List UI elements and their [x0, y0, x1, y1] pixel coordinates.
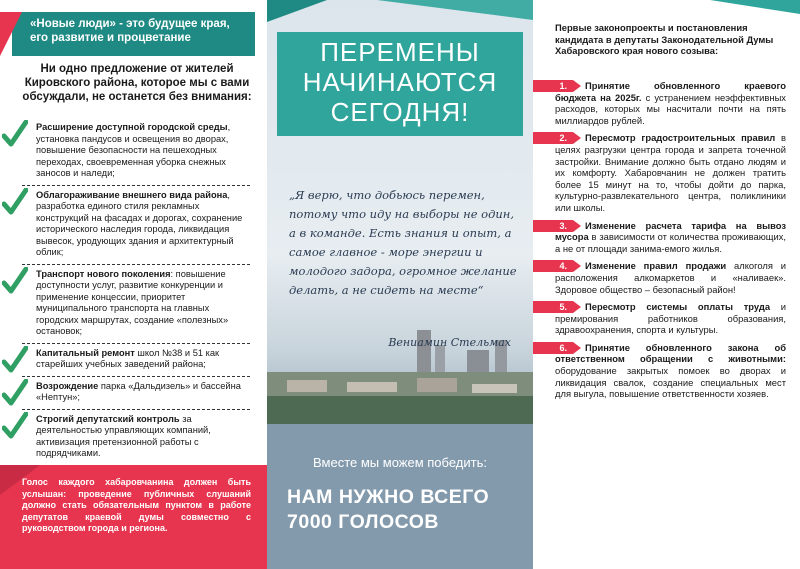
headline-line-3: СЕГОДНЯ! — [330, 97, 470, 127]
votes-line-2: 7000 ГОЛОСОВ — [287, 511, 439, 533]
number-badge: 1. — [533, 80, 573, 92]
right-items-list — [533, 80, 800, 406]
item-bold: Капитальный ремонт — [36, 347, 135, 358]
right-intro: Первые законопроекты и постановления кандидата в депутаты Законодательной Думы Хабаровского края нового созыва: — [555, 22, 774, 56]
item-text: в зависимости от количества проживающих, а не от площади занима-емого жилья. — [555, 231, 786, 254]
header-accent-icon — [0, 0, 30, 68]
list-item — [533, 301, 800, 336]
quote-author: Вениамин Стельмах — [388, 336, 511, 349]
middle-panel — [267, 0, 533, 569]
item-text: с устранением неэффективных расходов, которых мы насчитали почти на пять миллиардов рублей. — [555, 91, 786, 126]
together-text: Вместе мы можем победить: — [313, 455, 487, 470]
left-header — [12, 12, 255, 56]
number-badge: 2. — [533, 132, 573, 144]
left-items-list — [22, 122, 250, 469]
list-item — [533, 132, 800, 213]
item-bold: Пересмотр системы оплаты труда — [585, 301, 771, 313]
list-item — [22, 414, 250, 465]
list-item — [22, 381, 250, 410]
item-bold: Возрождение — [36, 380, 99, 391]
item-text: за деятельностью управляющих компаний, активизация претензионной работы с подрядчиками. — [36, 413, 211, 458]
item-bold: Пересмотр градостроительных правил — [585, 132, 776, 144]
item-bold: Принятие обновленного закона об ответственном обращении с животными: — [555, 341, 786, 365]
number-badge: 3. — [533, 220, 573, 232]
checkmark-icon — [2, 412, 28, 442]
item-text: , установка пандусов и освещения во дворах, повышение безопасности на пешеходных переходах, своевременная уборка снежных заносов и наледи; — [36, 122, 231, 178]
left-header-text: «Новые люди» - это будущее края, его развитие и процветание — [30, 18, 230, 44]
number-badge: 4. — [533, 260, 573, 272]
item-text: алкоголя и расположения алкомаркетов и «наливаек». Здоровое общество – безопасный район! — [555, 260, 786, 295]
checkmark-icon — [2, 346, 28, 376]
item-bold: Облагораживание внешнего вида района — [36, 189, 228, 200]
item-bold: Строгий депутатский контроль — [36, 413, 180, 424]
list-item — [533, 80, 800, 126]
votes-needed — [287, 485, 527, 535]
item-bold: Транспорт нового поколения — [36, 268, 171, 279]
checkmark-icon — [2, 120, 28, 150]
list-item — [22, 269, 250, 344]
item-text: парка «Дальдизель» и бассейна «Нептун»; — [36, 380, 241, 402]
item-text: и премирования работников образования, здравоохранения, спорта и культуры. — [555, 301, 786, 336]
item-text: : повышение доступности услуг, развитие конкуренции и применение концессии, приоритет муниципального транспорта на главных городских маршрутах, создание «полезных» остановок; — [36, 268, 229, 336]
checkmark-icon — [2, 379, 28, 409]
checkmark-icon — [2, 267, 28, 297]
left-intro: Ни одно предложение от жителей Кировского района, которое мы с вами обсуждали, не останется без внимания: — [22, 63, 252, 103]
votes-line-1: НАМ НУЖНО ВСЕГО — [287, 486, 490, 508]
checkmark-icon — [2, 188, 28, 218]
candidate-quote: „Я верю, что добьюсь перемен, потому что иду на выборы не один, а в команде. Есть знания и опыт, а самое главное - море энергии и молодого задора, огромное желание делать, а не сидеть на месте“ — [289, 188, 517, 297]
item-bold: Изменение расчета тарифа на вывоз мусора — [555, 219, 786, 243]
item-text: школ №38 и 51 как старейших учебных заведений района; — [36, 347, 220, 369]
right-top-accent-icon — [710, 0, 800, 14]
headline-line-1: ПЕРЕМЕНЫ — [320, 37, 480, 67]
item-text: в целях разгрузки центра города и запрета точечной застройки. Внимание должно быть отдано людям и их комфорту. Хабаровчанин не должен тратить более 15 минут на то, чтобы дойти до парка, культурно-развлекательного центра, поликлиники или школы. — [555, 132, 786, 213]
number-badge: 5. — [533, 301, 573, 313]
item-text: оборудование закрытых помоек во дворах и ликвидация свалок, создание специальных мест для выгула, повышение ответственности хозяев. — [555, 365, 786, 400]
item-text: , разработка единого стиля рекламных конструкций на фасадах и дорогах, сохранение исторического наследия города, ликвидация вывесок, уродующих здания и архитектурный облик; — [36, 189, 243, 257]
right-panel — [533, 0, 800, 569]
item-bold: Расширение доступной городской среды — [36, 122, 228, 132]
list-item — [22, 190, 250, 265]
item-bold: Принятие обновленного краевого бюджета на 2025г. — [555, 80, 786, 103]
left-panel — [0, 0, 267, 569]
list-item — [22, 348, 250, 377]
item-bold: Изменение правил продажи — [585, 260, 727, 272]
headline-box — [277, 32, 523, 136]
left-footer-text: Голос каждого хабаровчанина должен быть услышан: проведение публичных слушаний должно стать обязательным пунктом в работе депутатов краевой думы совместно с руководством города и региона. — [22, 477, 251, 534]
left-footer — [0, 465, 267, 569]
list-item — [22, 122, 250, 186]
list-item — [533, 342, 800, 400]
list-item — [533, 220, 800, 255]
headline-line-2: НАЧИНАЮТСЯ — [302, 67, 498, 97]
number-badge: 6. — [533, 342, 573, 354]
list-item — [533, 260, 800, 295]
